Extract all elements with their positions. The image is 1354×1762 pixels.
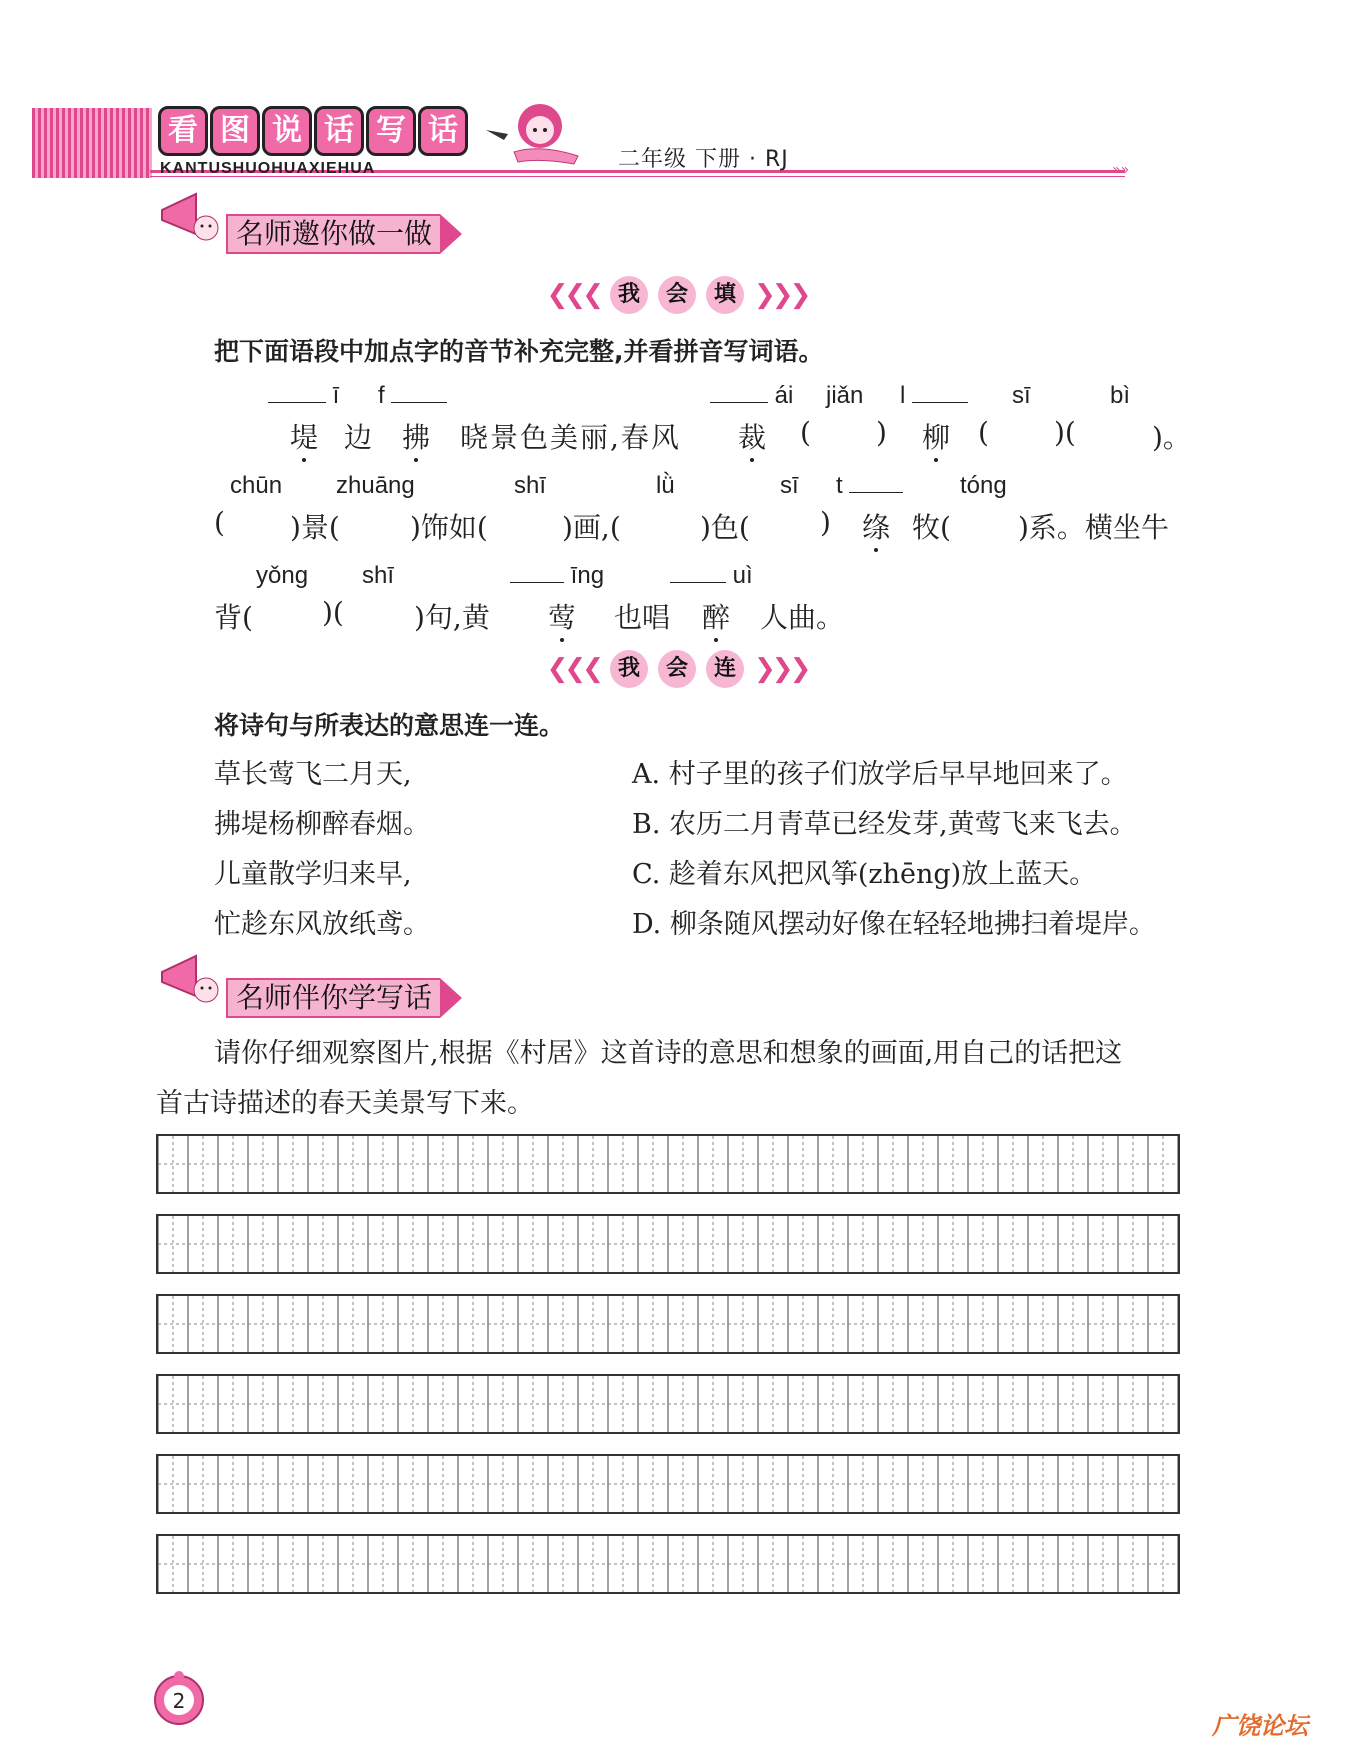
title-char: 说 <box>262 106 312 156</box>
pinyin-blank[interactable] <box>391 402 447 403</box>
pinyin: bì <box>1110 382 1131 409</box>
title-char: 看 <box>158 106 208 156</box>
pinyin-row <box>900 382 968 410</box>
pinyin-row <box>710 382 793 410</box>
pinyin-row <box>836 472 903 500</box>
pinyin-blank[interactable] <box>670 582 726 583</box>
poem-line[interactable]: 忙趁东风放纸鸢。 <box>214 909 430 940</box>
text-segment: )画,( <box>562 511 621 544</box>
pinyin: l <box>900 382 906 409</box>
poem-line[interactable]: 草长莺飞二月天, <box>214 759 412 790</box>
girl-illustration-icon <box>478 100 588 170</box>
paren: ) <box>820 506 831 539</box>
writing-grid-row[interactable] <box>156 1214 1180 1274</box>
right-arrows-icon: ❯❯❯ <box>754 654 808 684</box>
subheading-char: 会 <box>658 276 696 314</box>
pinyin: ī <box>332 382 340 409</box>
grid-lines <box>158 1136 1178 1192</box>
section-heading-1 <box>226 212 462 256</box>
grid-lines <box>158 1376 1178 1432</box>
megaphone-icon <box>156 952 226 1012</box>
writing-grid-row[interactable] <box>156 1374 1180 1434</box>
grade-label: 二年级 下册 · RJ <box>618 147 789 172</box>
grid-lines <box>158 1296 1178 1352</box>
subheading-char: 我 <box>610 276 648 314</box>
writing-prompt-line2: 首古诗描述的春天美景写下来。 <box>156 1088 534 1119</box>
subheading-char: 我 <box>610 650 648 688</box>
pinyin: tóng <box>960 472 1007 499</box>
pinyin: t <box>836 472 843 499</box>
pinyin-row <box>268 382 339 410</box>
megaphone-icon <box>156 190 226 250</box>
char: 柳 <box>922 421 951 454</box>
pinyin-blank[interactable] <box>912 402 968 403</box>
meaning-option[interactable]: C. 趁着东风把风筝(zhēng)放上蓝天。 <box>632 859 1097 890</box>
char: 拂 <box>402 421 431 454</box>
title-char: 写 <box>366 106 416 156</box>
heading-arrow-tip <box>440 978 462 1018</box>
paren: )。 <box>1152 421 1191 454</box>
header-pinyin: KANTUSHUOHUAXIEHUA <box>160 160 376 177</box>
header-title <box>158 106 468 156</box>
pinyin-row <box>670 562 753 590</box>
pinyin-row <box>510 562 604 590</box>
pinyin: ái <box>774 382 794 409</box>
text-segment: 背( <box>214 601 253 634</box>
dotted-char <box>402 416 430 456</box>
grid-lines <box>158 1456 1178 1512</box>
char: 堤 <box>290 421 319 454</box>
text-segment: )系。横坐牛 <box>1018 511 1169 544</box>
watermark: 广饶论坛 <box>1212 1712 1308 1740</box>
pinyin: shī <box>514 472 547 499</box>
char: 绦 <box>862 511 891 544</box>
pinyin: sī <box>780 472 799 499</box>
text-segment: 人曲。 <box>760 601 845 634</box>
heading-arrow-tip <box>440 214 462 254</box>
text-segment: 也唱 <box>614 601 671 634</box>
pinyin: īng <box>570 562 605 589</box>
page-badge-icon <box>150 1668 208 1726</box>
dotted-char <box>922 416 950 456</box>
header-arrow-icon: »» <box>1112 162 1130 178</box>
writing-grid-row[interactable] <box>156 1294 1180 1354</box>
pinyin: sī <box>1012 382 1031 409</box>
left-arrows-icon: ❮❮❮ <box>546 280 600 310</box>
meaning-option[interactable]: A. 村子里的孩子们放学后早早地回来了。 <box>632 759 1128 790</box>
dotted-char <box>290 416 318 456</box>
text-segment: )色( <box>700 511 750 544</box>
grid-lines <box>158 1536 1178 1592</box>
paren: )( <box>322 596 344 629</box>
text-segment: )景( <box>290 511 340 544</box>
pinyin-blank[interactable] <box>849 492 903 493</box>
meaning-option[interactable]: B. 农历二月青草已经发芽,黄莺飞来飞去。 <box>632 809 1137 840</box>
subheading-connect <box>0 650 1354 688</box>
text-segment: )饰如( <box>410 511 488 544</box>
pinyin: yǒng <box>256 562 309 589</box>
pinyin-row <box>378 382 447 410</box>
pinyin: uì <box>732 562 753 589</box>
instruction-connect: 将诗句与所表达的意思连一连。 <box>214 711 565 740</box>
writing-grid-row[interactable] <box>156 1134 1180 1194</box>
pinyin-blank[interactable] <box>268 402 326 403</box>
pinyin: shī <box>362 562 395 589</box>
instruction-fill: 把下面语段中加点字的音节补充完整,并看拼音写词语。 <box>214 337 824 366</box>
poem-line[interactable]: 拂堤杨柳醉春烟。 <box>214 809 430 840</box>
pinyin-blank[interactable] <box>710 402 768 403</box>
section-title: 名师邀你做一做 <box>226 214 440 254</box>
pinyin: jiǎn <box>826 382 864 409</box>
meaning-option[interactable]: D. 柳条随风摆动好像在轻轻地拂扫着堤岸。 <box>632 909 1156 940</box>
title-char: 话 <box>314 106 364 156</box>
subheading-fill <box>0 276 1354 314</box>
section-title: 名师伴你学写话 <box>226 978 440 1018</box>
poem-line[interactable]: 儿童散学归来早, <box>214 859 412 890</box>
char: 边 <box>344 421 373 454</box>
title-char: 图 <box>210 106 260 156</box>
char: 莺 <box>548 601 577 634</box>
pinyin: lǜ <box>656 472 675 499</box>
dotted-char <box>548 596 576 636</box>
text-segment: 晓景色美丽,春风 <box>460 421 681 454</box>
char: 裁 <box>738 421 767 454</box>
pinyin-blank[interactable] <box>510 582 564 583</box>
header-stripe-decoration <box>32 108 152 178</box>
paren: ) <box>876 416 887 449</box>
pinyin: zhuāng <box>336 472 415 499</box>
subheading-char: 连 <box>706 650 744 688</box>
title-char: 话 <box>418 106 468 156</box>
grid-lines <box>158 1216 1178 1272</box>
text-segment: )句,黄 <box>414 601 490 634</box>
char: 醉 <box>702 601 731 634</box>
subheading-char: 填 <box>706 276 744 314</box>
paren: ( <box>214 506 225 539</box>
paren: ( <box>800 416 811 449</box>
dotted-char <box>738 416 766 456</box>
right-arrows-icon: ❯❯❯ <box>754 280 808 310</box>
writing-grid-row[interactable] <box>156 1534 1180 1594</box>
left-arrows-icon: ❮❮❮ <box>546 654 600 684</box>
pinyin: f <box>378 382 385 409</box>
writing-prompt-line1: 请你仔细观察图片,根据《村居》这首诗的意思和想象的画面,用自己的话把这 <box>214 1038 1123 1069</box>
dotted-char <box>862 506 890 546</box>
page-number: 2 <box>172 1689 186 1713</box>
paren: ( <box>978 416 989 449</box>
pinyin: chūn <box>230 472 283 499</box>
section-heading-2 <box>226 976 462 1020</box>
dotted-char <box>702 596 730 636</box>
subheading-char: 会 <box>658 650 696 688</box>
writing-grid-row[interactable] <box>156 1454 1180 1514</box>
text-segment: 牧( <box>912 511 951 544</box>
paren: )( <box>1054 416 1076 449</box>
